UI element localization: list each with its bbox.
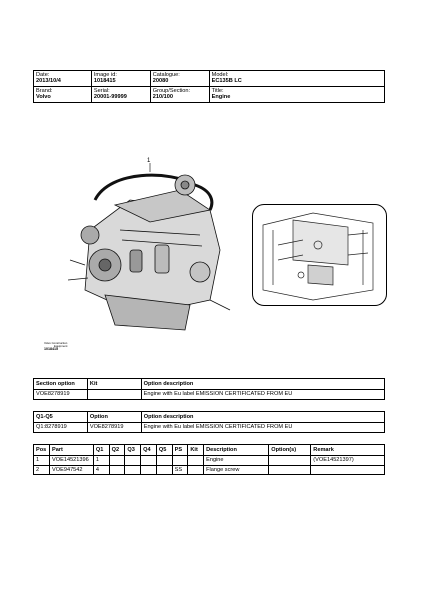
parts-col-q3: Q3 — [125, 445, 141, 456]
part-ps: SS — [172, 465, 188, 474]
section-col-kit: Kit — [87, 379, 141, 390]
part-options — [269, 465, 311, 474]
info-model: Model: EC135B LC — [209, 71, 384, 87]
frame-location-drawing — [253, 205, 386, 305]
engine-illustration — [60, 160, 240, 350]
engine-drawing — [60, 160, 240, 350]
info-group-section: Group/Section: 210/100 — [150, 86, 209, 102]
info-row-1 — [34, 71, 385, 87]
section-col-option-description: Option description — [141, 379, 384, 390]
info-row-2 — [34, 86, 385, 102]
parts-col-q4: Q4 — [141, 445, 157, 456]
q-option-table — [33, 411, 385, 433]
q-cell-description: Engine with Eu label EMISSION CERTIFICATED FROM EU — [141, 423, 384, 432]
section-cell-kit — [87, 390, 141, 399]
section-cell-description: Engine with Eu label EMISSION CERTIFICATED FROM EU — [141, 390, 384, 399]
info-table — [33, 70, 385, 103]
q-col-option: Option — [87, 412, 141, 423]
part-q3 — [125, 465, 141, 474]
part-q4 — [141, 465, 157, 474]
info-date: Date: 2013/10/4 — [34, 71, 92, 87]
part-kit — [188, 465, 204, 474]
part-q1: 1 — [93, 456, 109, 465]
section-col-section-option: Section option — [34, 379, 88, 390]
part-q4 — [141, 456, 157, 465]
parts-col-options: Option(s) — [269, 445, 311, 456]
part-remark: (VOE14521397) — [311, 456, 385, 465]
q-cell-q: Q1:8278919 — [34, 423, 88, 432]
info-title: Title: Engine — [209, 86, 384, 102]
table-row — [34, 465, 385, 474]
parts-col-q5: Q5 — [156, 445, 172, 456]
part-q2 — [109, 465, 125, 474]
section-header-row — [34, 379, 385, 390]
parts-col-part: Part — [50, 445, 94, 456]
q-header-row — [34, 412, 385, 423]
parts-col-ps: PS — [172, 445, 188, 456]
caption-line-2: Equipment — [54, 344, 68, 349]
part-kit — [188, 456, 204, 465]
parts-col-description: Description — [204, 445, 269, 456]
q-cell-option: VOE8278919 — [87, 423, 141, 432]
part-q1: 4 — [93, 465, 109, 474]
part-number: VOE14521396 — [50, 456, 94, 465]
info-serial: Serial: 20001-99999 — [91, 86, 150, 102]
info-image-id: Image id: 1018415 — [91, 71, 150, 87]
parts-table — [33, 444, 385, 475]
part-pos: 1 — [34, 456, 50, 465]
section-option-table — [33, 378, 385, 400]
info-brand: Brand: Volvo — [34, 86, 92, 102]
parts-header-row — [34, 445, 385, 456]
part-q5 — [156, 465, 172, 474]
parts-col-remark: Remark — [311, 445, 385, 456]
q-col-q1-q5: Q1-Q5 — [34, 412, 88, 423]
part-pos: 2 — [34, 465, 50, 474]
q-col-option-description: Option description — [141, 412, 384, 423]
part-q2 — [109, 456, 125, 465]
parts-col-kit: Kit — [188, 445, 204, 456]
table-row — [34, 423, 385, 432]
figure-caption — [44, 342, 67, 352]
table-row — [34, 456, 385, 465]
part-q3 — [125, 456, 141, 465]
callout-number: 1 — [147, 158, 151, 164]
part-options — [269, 456, 311, 465]
parts-col-q1: Q1 — [93, 445, 109, 456]
parts-col-q2: Q2 — [109, 445, 125, 456]
caption-line-1: Volvo Construction — [44, 341, 68, 345]
info-catalogue: Catalogue: 20080 — [150, 71, 209, 87]
caption-id: 1018415 — [44, 347, 58, 352]
part-ps — [172, 456, 188, 465]
part-q5 — [156, 456, 172, 465]
part-number: VOE947542 — [50, 465, 94, 474]
location-inset — [252, 204, 387, 306]
part-remark — [311, 465, 385, 474]
parts-col-pos: Pos — [34, 445, 50, 456]
table-row — [34, 390, 385, 399]
part-description: Flange screw — [204, 465, 269, 474]
part-description: Engine — [204, 456, 269, 465]
section-cell-option: VOE8278919 — [34, 390, 88, 399]
